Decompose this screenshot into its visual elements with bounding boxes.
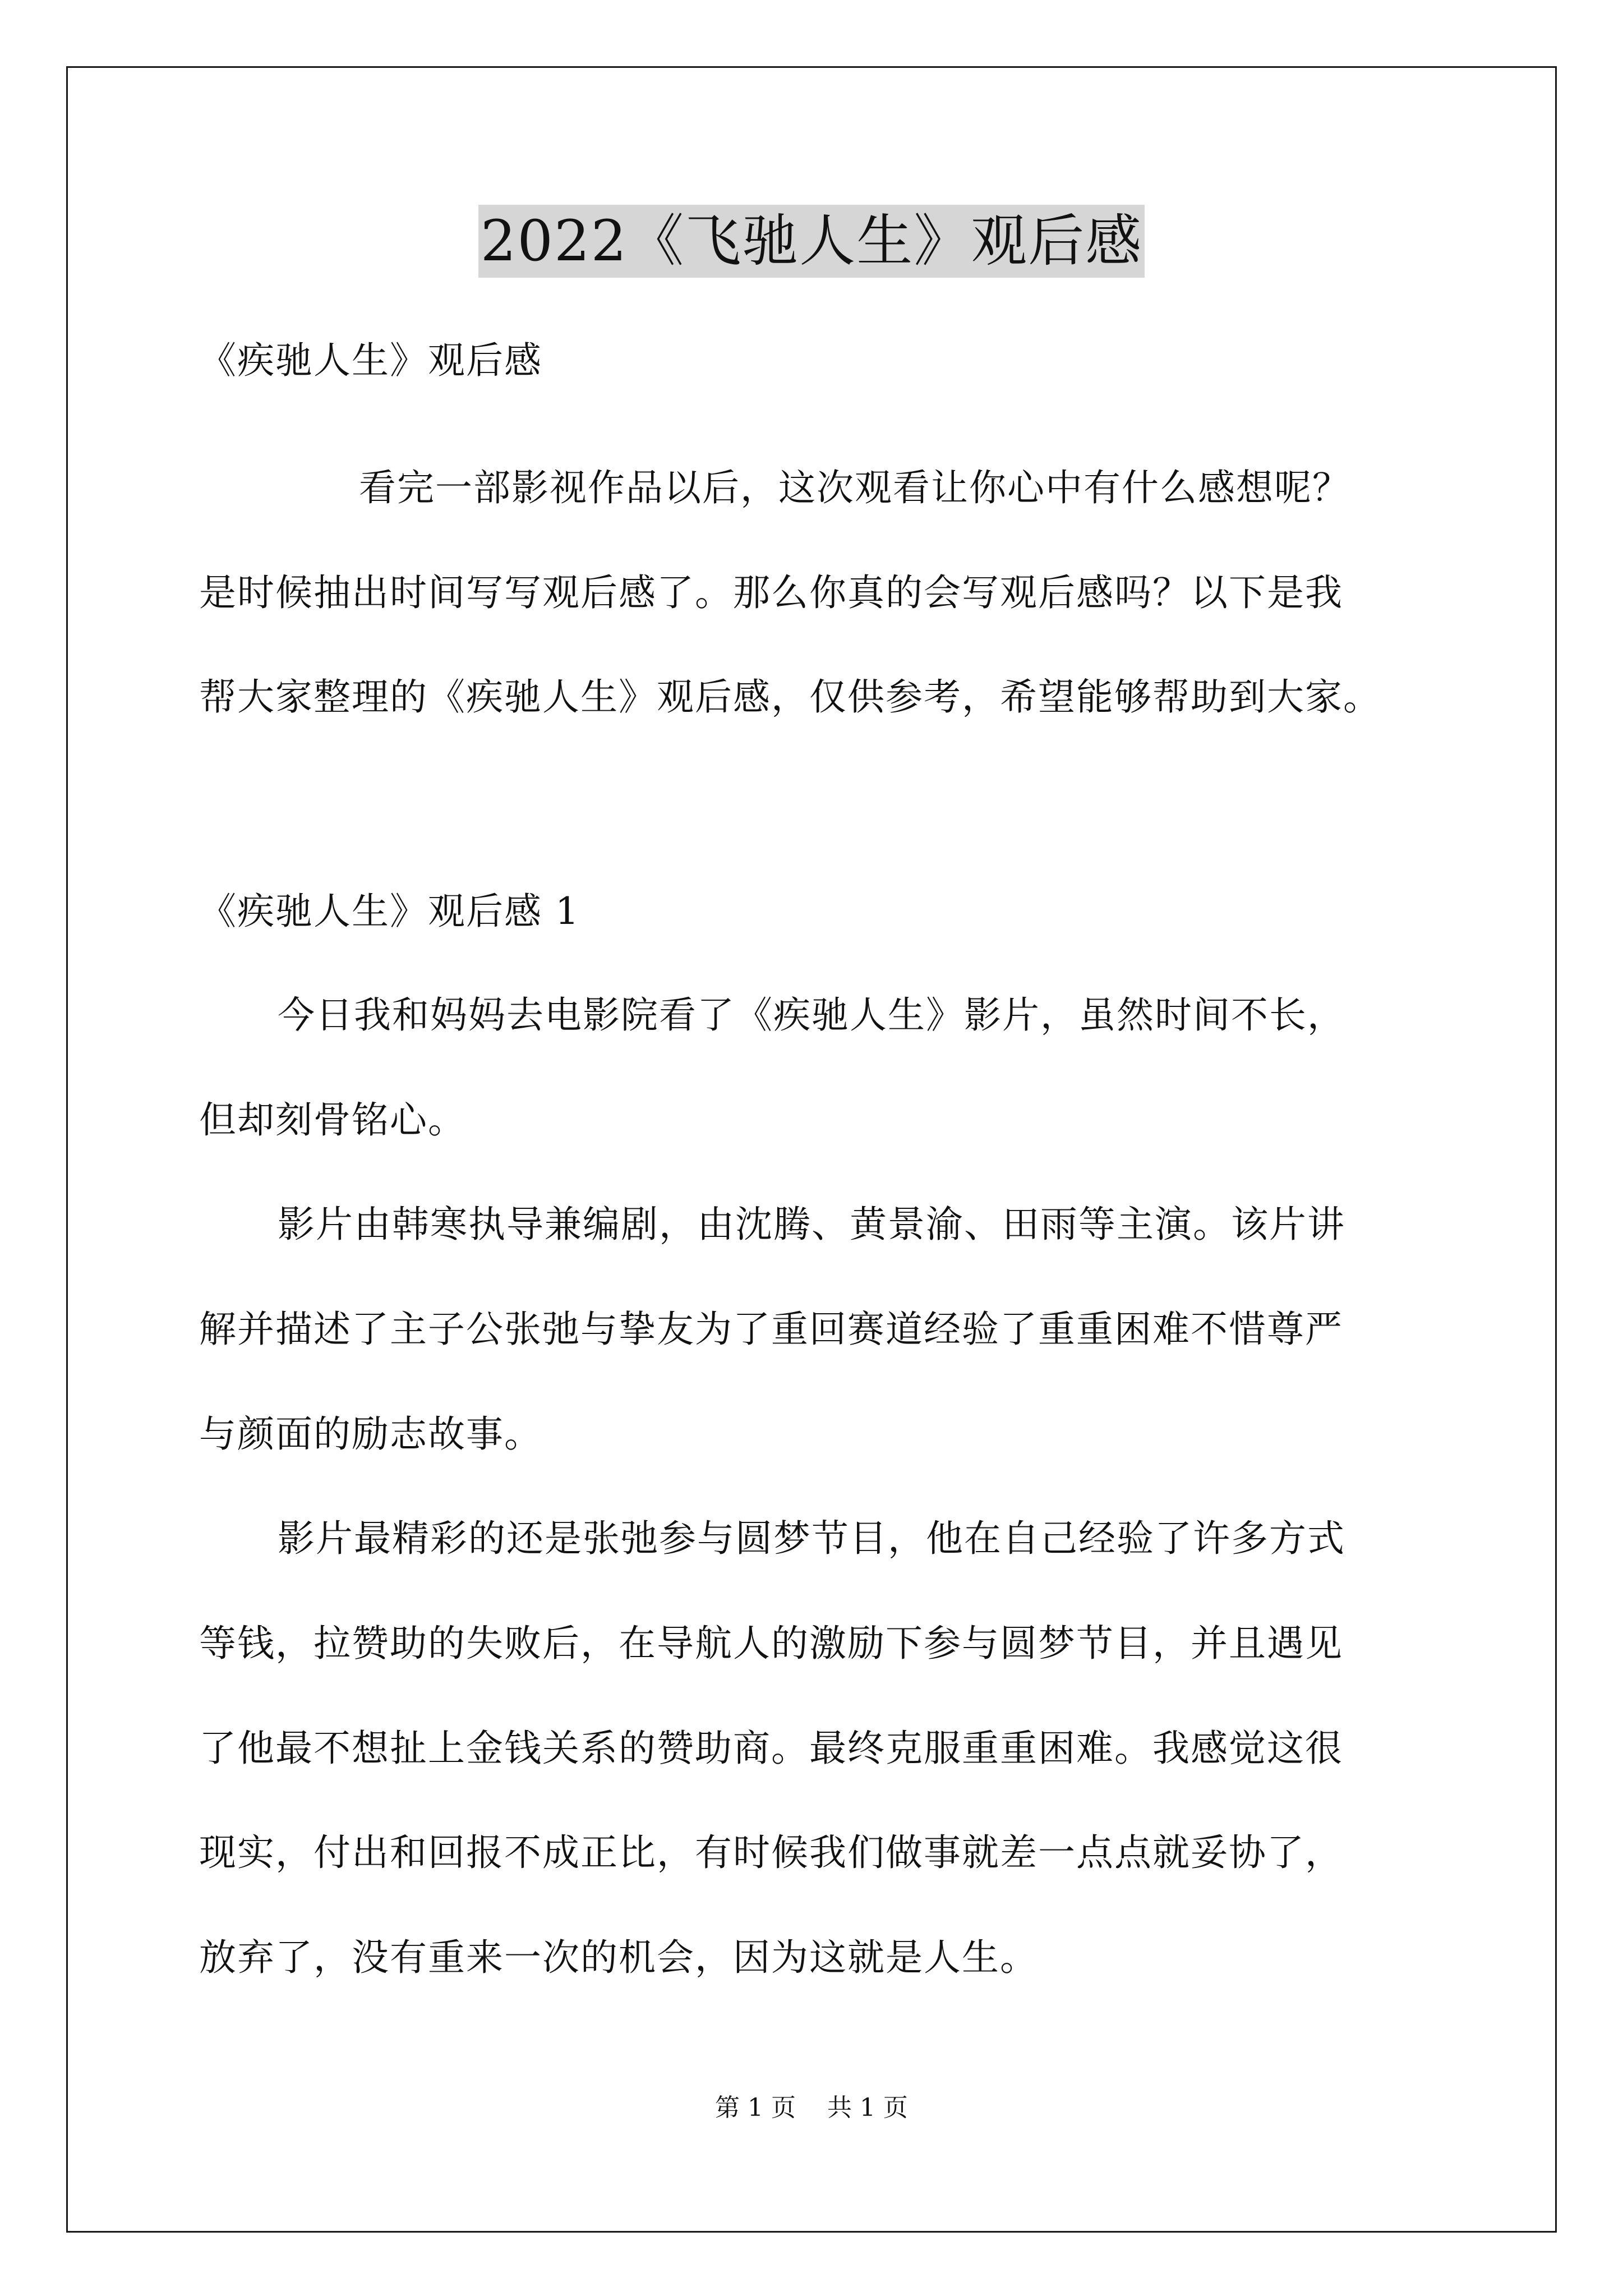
paragraph-line: 但却刻骨铭心。 — [199, 1098, 466, 1142]
paragraph-line: 影片最精彩的还是张弛参与圆梦节目，他在自己经验了许多方式 — [278, 1517, 1345, 1560]
section-heading: 《疾驰人生》观后感 1 — [199, 890, 580, 933]
paragraph-line: 解并描述了主子公张弛与挚友为了重回赛道经验了重重困难不惜尊严 — [199, 1308, 1343, 1351]
paragraph-line: 与颜面的励志故事。 — [199, 1412, 542, 1456]
document-title: 2022《飞驰人生》观后感 — [478, 205, 1145, 278]
section-heading: 《疾驰人生》观后感 — [199, 339, 542, 382]
title-container — [0, 205, 1623, 278]
page-border — [66, 66, 1557, 2233]
paragraph-line: 放弃了，没有重来一次的机会，因为这就是人生。 — [199, 1936, 1038, 1979]
paragraph-line: 今日我和妈妈去电影院看了《疾驰人生》影片，虽然时间不长， — [278, 993, 1345, 1037]
paragraph-line: 看完一部影视作品以后，这次观看让你心中有什么感想呢？ — [359, 466, 1350, 509]
paragraph-line: 等钱，拉赞助的失败后，在导航人的激励下参与圆梦节目，并且遇见 — [199, 1622, 1343, 1665]
paragraph-line: 是时候抽出时间写写观后感了。那么你真的会写观后感吗？以下是我 — [199, 571, 1343, 614]
page-footer: 第 1 页 共 1 页 — [715, 2093, 908, 2122]
paragraph-line: 帮大家整理的《疾驰人生》观后感，仅供参考，希望能够帮助到大家。 — [199, 675, 1381, 719]
paragraph-line: 了他最不想扯上金钱关系的赞助商。最终克服重重困难。我感觉这很 — [199, 1727, 1343, 1770]
paragraph-line: 现实，付出和回报不成正比，有时候我们做事就差一点点就妥协了， — [199, 1831, 1343, 1874]
paragraph-line: 影片由韩寒执导兼编剧，由沈腾、黄景渝、田雨等主演。该片讲 — [278, 1203, 1345, 1246]
